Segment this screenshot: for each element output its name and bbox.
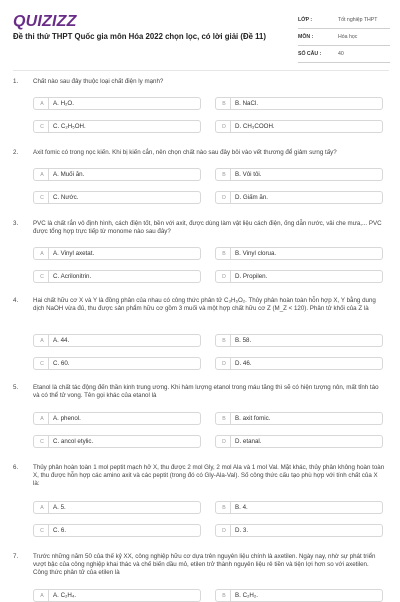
question-number: 7. [13,553,19,560]
meta-value: 40 [338,51,344,57]
option-text: A. 44. [53,337,70,344]
option-d[interactable] [215,120,383,133]
option-d[interactable] [215,191,383,204]
option-letter: B [218,98,231,109]
option-c[interactable] [33,191,201,204]
option-b[interactable] [215,334,383,347]
question-number: 5. [13,384,19,391]
option-text: C. C₂H₅OH. [53,123,86,130]
option-letter: A [36,98,49,109]
question-5 [13,384,389,450]
option-b[interactable] [215,97,383,110]
option-text: C. 6. [53,527,67,534]
option-text: B. Vinyl clorua. [235,250,277,257]
option-text: D. Propilen. [235,273,268,280]
option-b[interactable] [215,247,383,260]
option-a[interactable] [33,334,201,347]
option-a[interactable] [33,168,201,181]
option-text: D. etanal. [235,438,262,445]
meta-row-subject [298,29,390,46]
option-text: C. Acrilonitrin. [53,273,92,280]
option-letter: D [218,121,231,132]
question-7 [13,553,389,600]
document-title: Đề thi thử THPT Quốc gia môn Hóa 2022 chọn lọc, có lời giải (Đề 11) [13,32,266,41]
option-text: D. 3. [235,527,249,534]
quizizz-logo: QUIZIZZ [13,13,77,30]
option-text: A. phenol. [53,415,81,422]
meta-row-count [298,46,390,63]
option-letter: D [218,192,231,203]
option-text: A. Vinyl axetat. [53,250,95,257]
option-letter: A [36,248,49,259]
meta-key: SỐ CÂU : [298,51,322,57]
option-c[interactable] [33,357,201,370]
question-number: 1. [13,78,19,85]
question-text: PVC là chất rắn vô định hình, cách điện tốt, bền với axit, được dùng làm vật liệu cách điện, ống dẫn nước, vải che mưa,... PVC được tổng hợp trực tiếp từ monome nào sau đây? [33,220,382,235]
option-a[interactable] [33,412,201,425]
option-a[interactable] [33,97,201,110]
meta-value: Tốt nghiệp THPT [338,17,378,23]
question-text: Chất nào sau đây thuộc loại chất điện ly mạnh? [33,78,164,85]
option-text: C. Nước. [53,194,79,201]
option-text: D. 46. [235,360,252,367]
question-4 [13,297,389,373]
meta-table [298,12,390,63]
meta-key: MÔN : [298,34,314,40]
option-letter: A [36,502,49,513]
option-c[interactable] [33,435,201,448]
question-2 [13,149,389,207]
option-b[interactable] [215,168,383,181]
worksheet-header [0,0,400,68]
question-number: 4. [13,297,19,304]
option-text: B. Vôi tôi. [235,171,262,178]
option-a[interactable] [33,501,201,514]
option-text: D. CH₃COOH. [235,123,275,130]
meta-value: Hóa học [338,34,358,40]
option-c[interactable] [33,270,201,283]
option-b[interactable] [215,501,383,514]
option-letter: A [36,590,49,601]
question-text: Thủy phân hoàn toàn 1 mol peptit mạch hở X, thu được 2 mol Gly, 2 mol Ala và 1 mol Val. Mặt khác, thủy phân không hoàn toàn X, thu được hỗn hợp các amino axit và các peptit (trong đó có Gly-Ala-Val). Số công thức cấu tạo phù hợp với tính chất của X là: [33,464,385,487]
option-text: C. ancol etylic. [53,438,94,445]
option-letter: B [218,248,231,259]
option-letter: C [36,436,49,447]
option-letter: B [218,502,231,513]
question-1 [13,78,389,136]
option-a[interactable] [33,247,201,260]
option-letter: B [218,413,231,424]
header-divider [13,70,389,71]
option-d[interactable] [215,524,383,537]
option-d[interactable] [215,270,383,283]
question-text: Trước những năm 50 của thế kỷ XX, công nghiệp hữu cơ dựa trên nguyên liệu chính là axetilen. Ngày nay, nhờ sự phát triển vượt bậc của công nghiệp khai thác và chế biến dầu mỏ, etilen trở thành nguyên liệu rẻ tiền và tiện lợi hơn so với axetilen. Công thức phân tử của etilen là [33,553,376,576]
meta-key: LỚP : [298,17,313,23]
option-c[interactable] [33,524,201,537]
option-text: B. NaCl. [235,100,259,107]
option-b[interactable] [215,412,383,425]
option-text: D. Giấm ăn. [235,194,269,201]
option-b[interactable] [215,589,383,602]
option-letter: D [218,358,231,369]
option-letter: D [218,271,231,282]
question-number: 6. [13,464,19,471]
question-number: 3. [13,220,19,227]
option-letter: B [218,169,231,180]
option-text: B. C₂H₂. [235,592,259,599]
meta-row-class [298,12,390,29]
option-letter: D [218,436,231,447]
option-text: B. axit fomic. [235,415,271,422]
option-letter: B [218,335,231,346]
option-letter: B [218,590,231,601]
option-d[interactable] [215,357,383,370]
question-3 [13,220,389,286]
option-text: C. 60. [53,360,70,367]
question-text: Hai chất hữu cơ X và Y là đồng phân của nhau có công thức phân tử C₃H₆O₂. Thủy phân hoàn toàn hỗn hợp X, Y bằng dung dịch NaOH vừa đủ, thu được sản phẩm hữu cơ gồm 3 muối và một hợp chất hữu cơ Z (M_Z < 120). Phân tử khối của Z là [33,297,376,312]
option-letter: D [218,525,231,536]
option-letter: A [36,169,49,180]
question-text: Etanol là chất tác động đến thần kinh trung ương. Khi hàm lượng etanol trong máu tăng thì sẽ có hiện tượng nôn, mất tỉnh táo và có thể tử vong. Tên gọi khác của etanol là [33,384,379,399]
option-text: A. C₂H₄. [53,592,77,599]
option-text: B. 4. [235,504,248,511]
option-text: B. 58. [235,337,252,344]
option-letter: C [36,358,49,369]
option-text: A. H₂O. [53,100,74,107]
option-d[interactable] [215,435,383,448]
option-letter: A [36,413,49,424]
option-text: A. 5. [53,504,66,511]
option-letter: C [36,121,49,132]
question-6 [13,464,389,540]
option-c[interactable] [33,120,201,133]
option-letter: C [36,271,49,282]
question-text: Axit fomic có trong nọc kiến. Khi bị kiến cắn, nên chọn chất nào sau đây bôi vào vết thương để giảm sưng tấy? [33,149,337,156]
option-text: A. Muối ăn. [53,171,85,178]
option-a[interactable] [33,589,201,602]
option-letter: A [36,335,49,346]
option-letter: C [36,192,49,203]
question-number: 2. [13,149,19,156]
option-letter: C [36,525,49,536]
